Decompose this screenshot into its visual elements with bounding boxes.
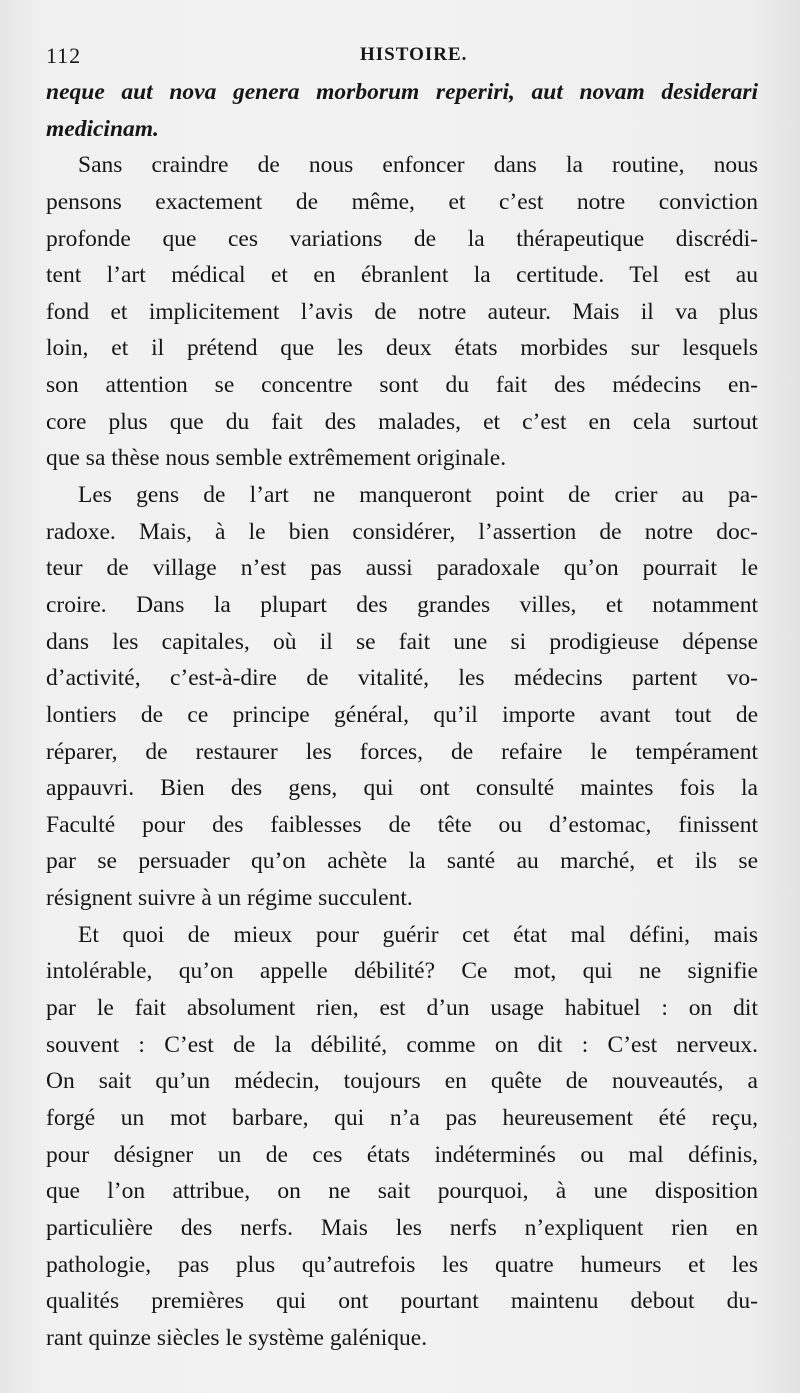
text-line: par se persuader qu’on achète la santé au marché, et ils se	[46, 848, 758, 875]
text-line: pathologie, pas plus qu’autrefois les quatre humeurs et les	[46, 1251, 758, 1278]
text-line: pensons exactement de même, et c’est notre conviction	[46, 188, 758, 215]
body-text	[46, 74, 758, 1356]
text-line: Et quoi de mieux pour guérir cet état mal défini, mais	[78, 921, 758, 948]
text-line: loin, et il prétend que les deux états morbides sur lesquels	[46, 335, 758, 362]
text-line: croire. Dans la plupart des grandes villes, et notamment	[46, 591, 758, 618]
text-line: que sa thèse nous semble extrêmement originale.	[46, 445, 507, 472]
text-line: par le fait absolument rien, est d’un usage habituel : on dit	[46, 995, 758, 1022]
text-line: radoxe. Mais, à le bien considérer, l’assertion de notre doc-	[46, 518, 758, 545]
text-line: souvent : C’est de la débilité, comme on dit : C’est nerveux.	[46, 1031, 758, 1058]
page-header	[46, 43, 756, 75]
text-line: particulière des nerfs. Mais les nerfs n’expliquent rien en	[46, 1214, 758, 1241]
text-line: réparer, de restaurer les forces, de refaire le tempérament	[46, 738, 758, 765]
text-line: intolérable, qu’on appelle débilité? Ce mot, qui ne signifie	[46, 958, 758, 985]
text-line: Sans craindre de nous enfoncer dans la routine, nous	[78, 152, 758, 179]
text-line: appauvri. Bien des gens, qui ont consulté maintes fois la	[46, 775, 758, 802]
text-line: neque aut nova genera morborum reperiri, aut novam desiderari	[46, 79, 758, 105]
text-line: profonde que ces variations de la thérapeutique discrédi-	[46, 225, 758, 252]
text-line: résignent suivre à un régime succulent.	[46, 885, 413, 912]
text-line: medicinam.	[46, 115, 159, 142]
text-line: teur de village n’est pas aussi paradoxale qu’on pourrait le	[46, 555, 758, 582]
text-line: dans les capitales, où il se fait une si prodigieuse dépense	[46, 628, 758, 655]
text-line: lontiers de ce principe général, qu’il importe avant tout de	[46, 701, 758, 728]
text-line: fond et implicitement l’avis de notre auteur. Mais il va plus	[46, 298, 758, 325]
text-line: On sait qu’un médecin, toujours en quête de nouveautés, a	[46, 1068, 758, 1095]
text-line: pour désigner un de ces états indéterminés ou mal définis,	[46, 1141, 758, 1168]
text-line: Les gens de l’art ne manqueront point de crier au pa-	[78, 482, 758, 509]
text-line: que l’on attribue, on ne sait pourquoi, à une disposition	[46, 1178, 758, 1205]
running-title: HISTOIRE.	[360, 44, 468, 65]
text-line: Faculté pour des faiblesses de tête ou d’estomac, finissent	[46, 811, 758, 838]
text-line: d’activité, c’est-à-dire de vitalité, les médecins partent vo-	[46, 665, 758, 692]
text-line: tent l’art médical et en ébranlent la certitude. Tel est au	[46, 262, 758, 289]
text-line: forgé un mot barbare, qui n’a pas heureusement été reçu,	[46, 1104, 758, 1131]
page-number: 112	[46, 43, 82, 68]
text-line: core plus que du fait des malades, et c’est en cela surtout	[46, 408, 758, 435]
text-line: rant quinze siècles le système galénique.	[46, 1324, 428, 1351]
text-line: son attention se concentre sont du fait des médecins en-	[46, 372, 758, 399]
text-line: qualités premières qui ont pourtant maintenu debout du-	[46, 1288, 758, 1315]
